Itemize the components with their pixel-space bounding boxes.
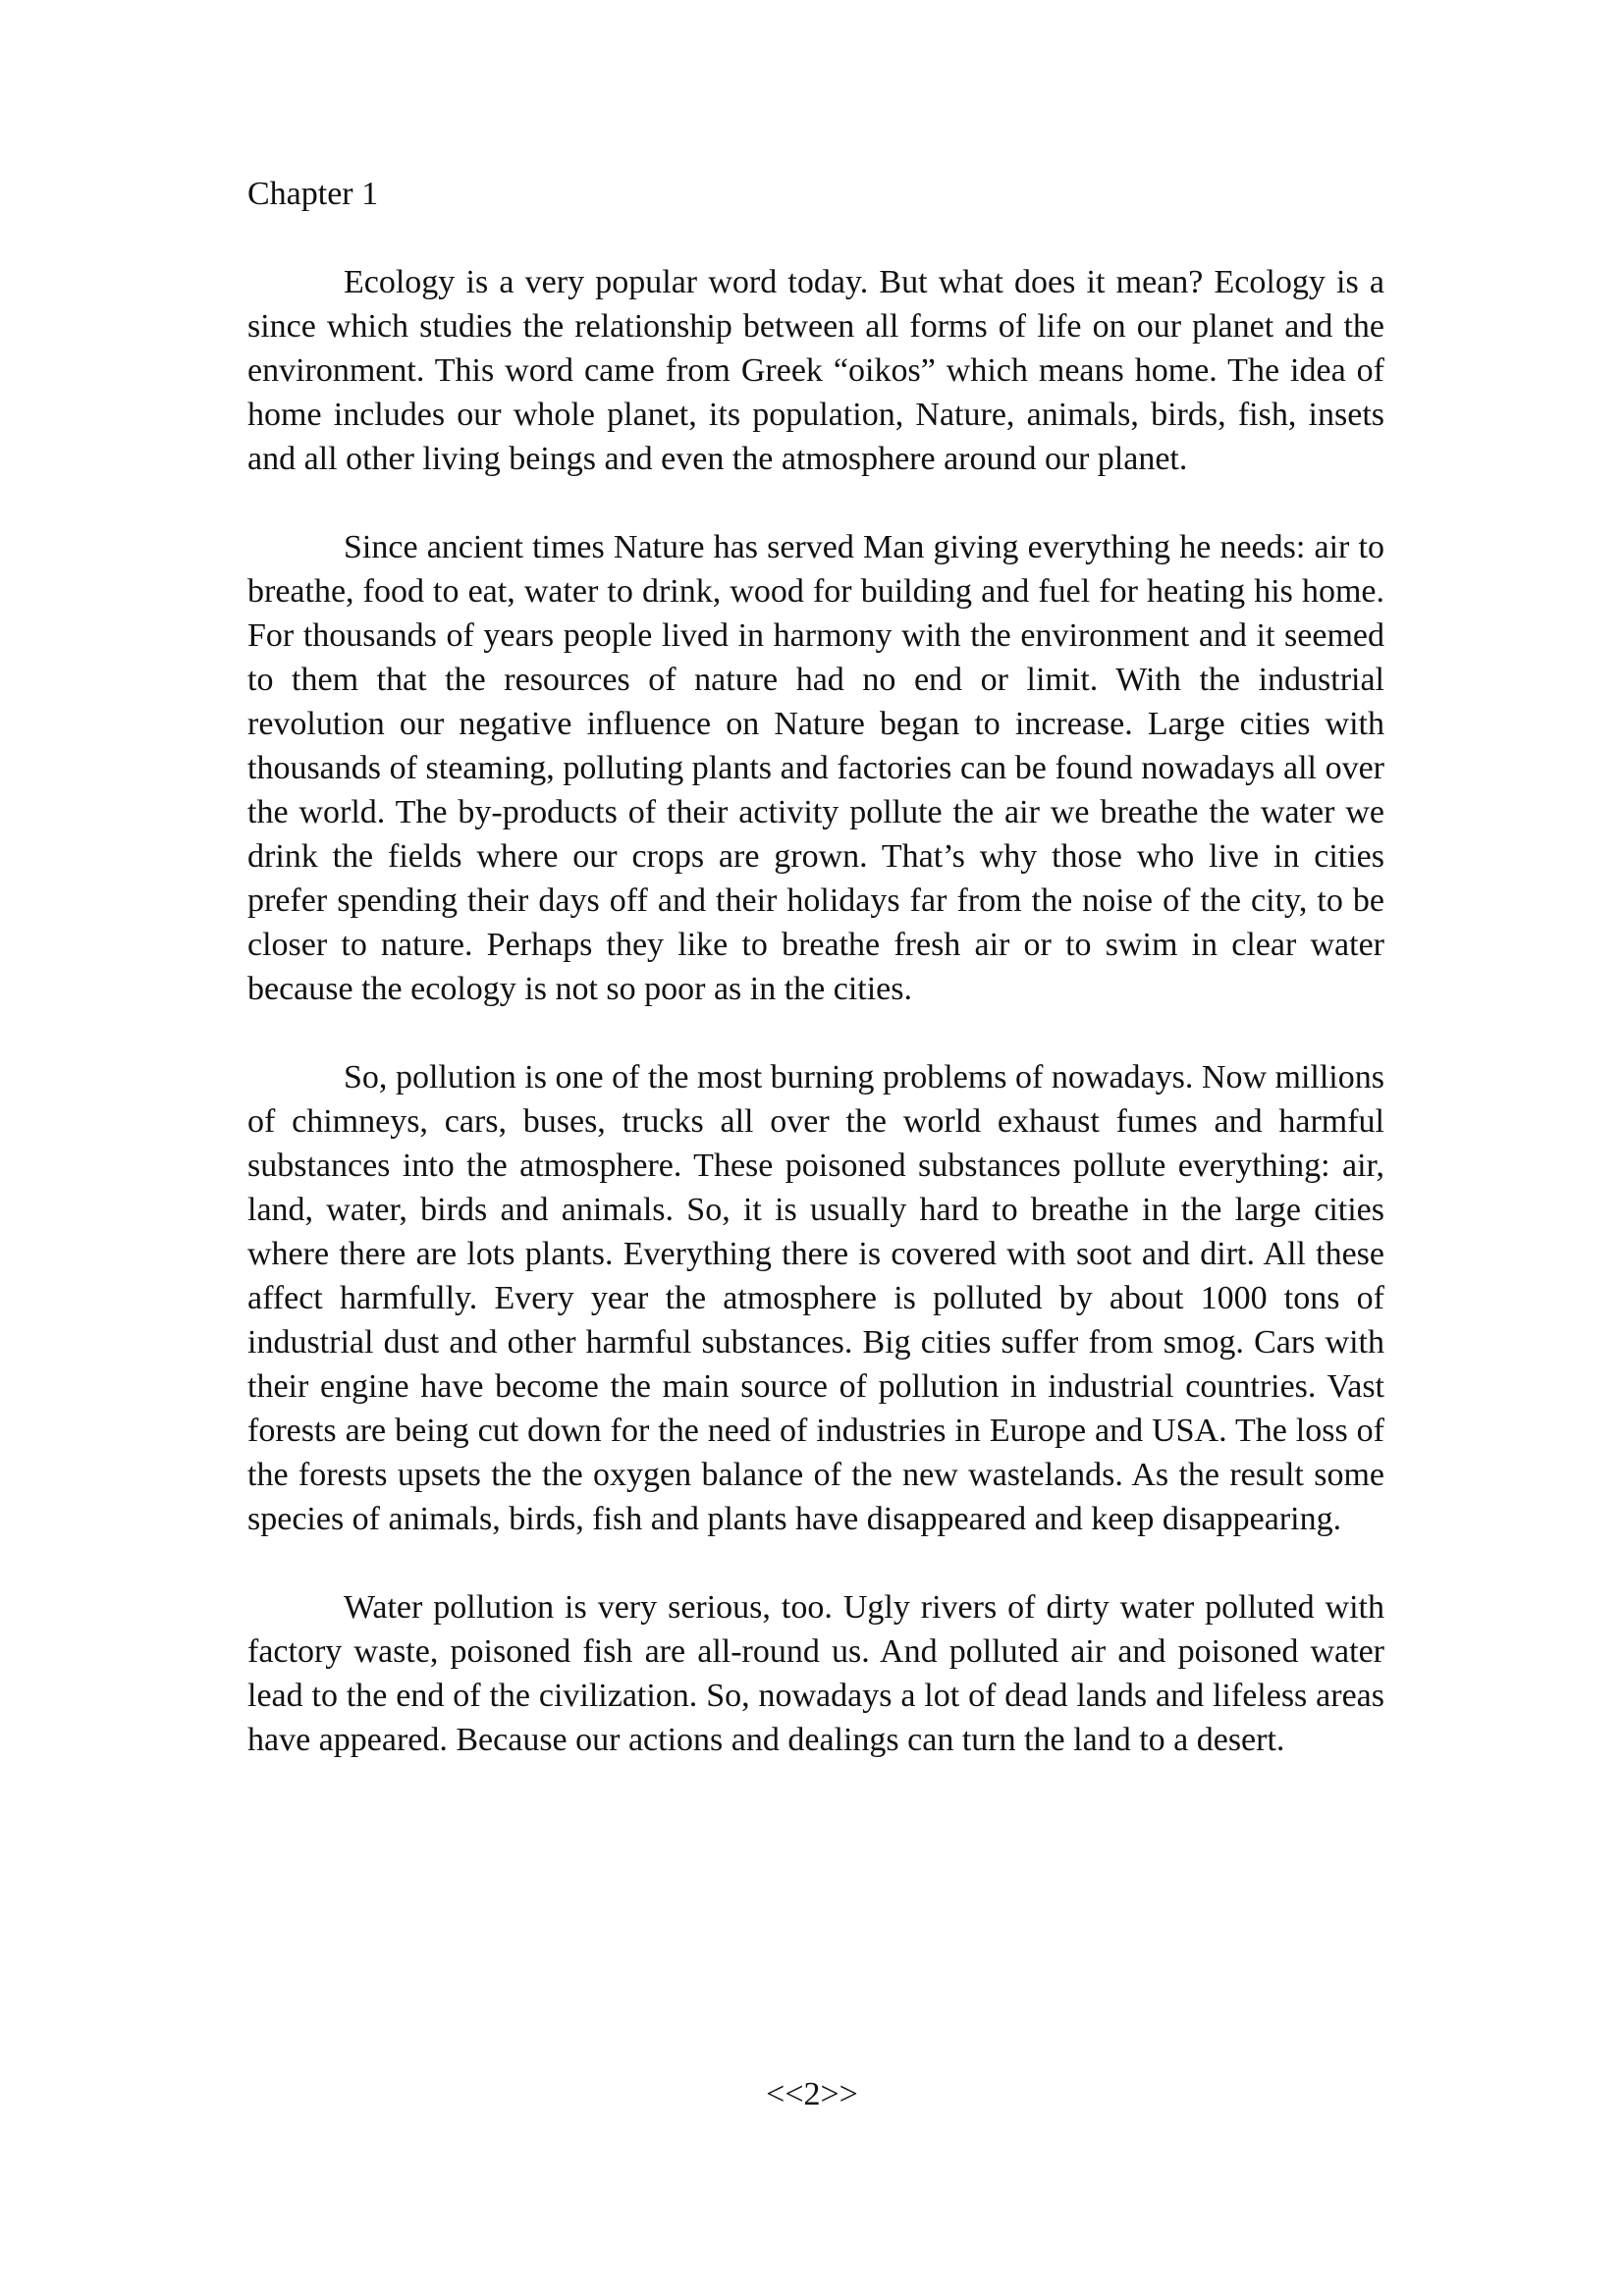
paragraph-pollution-problems: So, pollution is one of the most burning problems of nowadays. Now millions of chimneys, cars, buses, trucks all over the world exhaust fumes and harmful substances into the atmosphere. These poisoned substances pollute everything: air, land, water, birds and animals. So, it is usually hard to breathe in the large cities where there are lots plants. Everything there is covered with soot and dirt. All these affect harmfully. Every year the atmosphere is polluted by about 1000 tons of industrial dust and other harmful substances. Big cities suffer from smog. Cars with their engine have become the main source of pollution in industrial countries. Vast forests are being cut down for the need of industries in Europe and USA. The loss of the forests upsets the the oxygen balance of the new wastelands. As the result some species of animals, birds, fish and plants have disappeared and keep disappearing. <box>247 1059 1384 1537</box>
chapter-title: Chapter 1 <box>247 176 379 212</box>
spacer <box>247 481 1384 525</box>
paragraph-water-pollution: Water pollution is very serious, too. Ugly rivers of dirty water polluted with factory waste, poisoned fish are all-round us. And polluted air and poisoned water lead to the end of the civilization. So, nowadays a lot of dead lands and lifeless areas have appeared. Because our actions and dealings can turn the land to a desert. <box>247 1589 1384 1758</box>
spacer <box>247 1541 1384 1585</box>
spacer <box>247 1011 1384 1055</box>
page-content <box>247 172 1384 1762</box>
paragraph-ecology-definition: Ecology is a very popular word today. But what does it mean? Ecology is a since which studies the relationship between all forms of life on our planet and the environment. This word came from Greek “oikos” which means home. The idea of home includes our whole planet, its population, Nature, animals, birds, fish, insets and all other living beings and even the atmosphere around our planet. <box>247 264 1384 477</box>
page-number: <<2>> <box>766 2076 858 2112</box>
spacer <box>247 216 1384 260</box>
paragraph-nature-and-man: Since ancient times Nature has served Man giving everything he needs: air to breathe, food to eat, water to drink, wood for building and fuel for heating his home. For thousands of years people lived in harmony with the environment and it seemed to them that the resources of nature had no end or limit. With the industrial revolution our negative influence on Nature began to increase. Large cities with thousands of steaming, polluting plants and factories can be found nowadays all over the world. The by-products of their activity pollute the air we breathe the water we drink the fields where our crops are grown. That’s why those who live in cities prefer spending their days off and their holidays far from the noise of the city, to be closer to nature. Perhaps they like to breathe fresh air or to swim in clear water because the ecology is not so poor as in the cities. <box>247 529 1384 1007</box>
